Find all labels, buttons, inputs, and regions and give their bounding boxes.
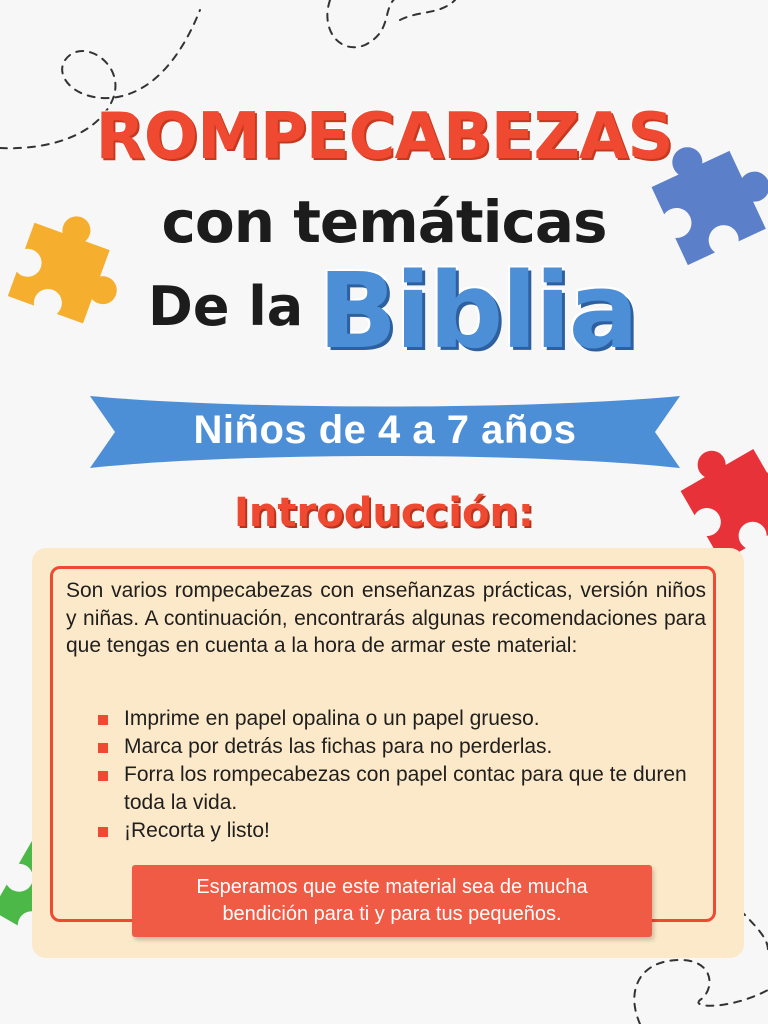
bullet-square-icon bbox=[98, 771, 108, 781]
title-subline: con temáticas bbox=[161, 188, 607, 256]
closing-message bbox=[132, 865, 652, 937]
title-prefix: De la bbox=[148, 275, 304, 338]
list-item bbox=[96, 733, 696, 761]
list-item-text: ¡Recorta y listo! bbox=[124, 819, 270, 842]
list-item-text: Imprime en papel opalina o un papel grueso. bbox=[124, 707, 540, 730]
age-range-label: Niños de 4 a 7 años bbox=[193, 408, 577, 452]
list-item-text: Marca por detrás las fichas para no perderlas. bbox=[124, 735, 553, 758]
intro-paragraph: Son varios rompecabezas con enseñanzas prácticas, versión niños y niñas. A continuación, encontrarás algunas recomendaciones para que tengas en cuenta a la hora de armar este material: bbox=[66, 579, 706, 657]
list-item-text: Forra los rompecabezas con papel contac para que te duren toda la vida. bbox=[124, 763, 687, 814]
bullet-square-icon bbox=[98, 743, 108, 753]
list-item bbox=[96, 817, 696, 845]
title-highlight: Biblia bbox=[318, 250, 637, 372]
bullet-square-icon bbox=[98, 827, 108, 837]
bullet-square-icon bbox=[98, 715, 108, 725]
list-item bbox=[96, 761, 696, 817]
closing-text: Esperamos que este material sea de mucha bendición para ti y para tus pequeños. bbox=[196, 876, 588, 925]
list-item bbox=[96, 705, 696, 733]
page-title: ROMPECABEZAS bbox=[95, 100, 673, 174]
section-heading: Introducción: bbox=[234, 490, 534, 536]
recommendations-list bbox=[96, 705, 696, 845]
